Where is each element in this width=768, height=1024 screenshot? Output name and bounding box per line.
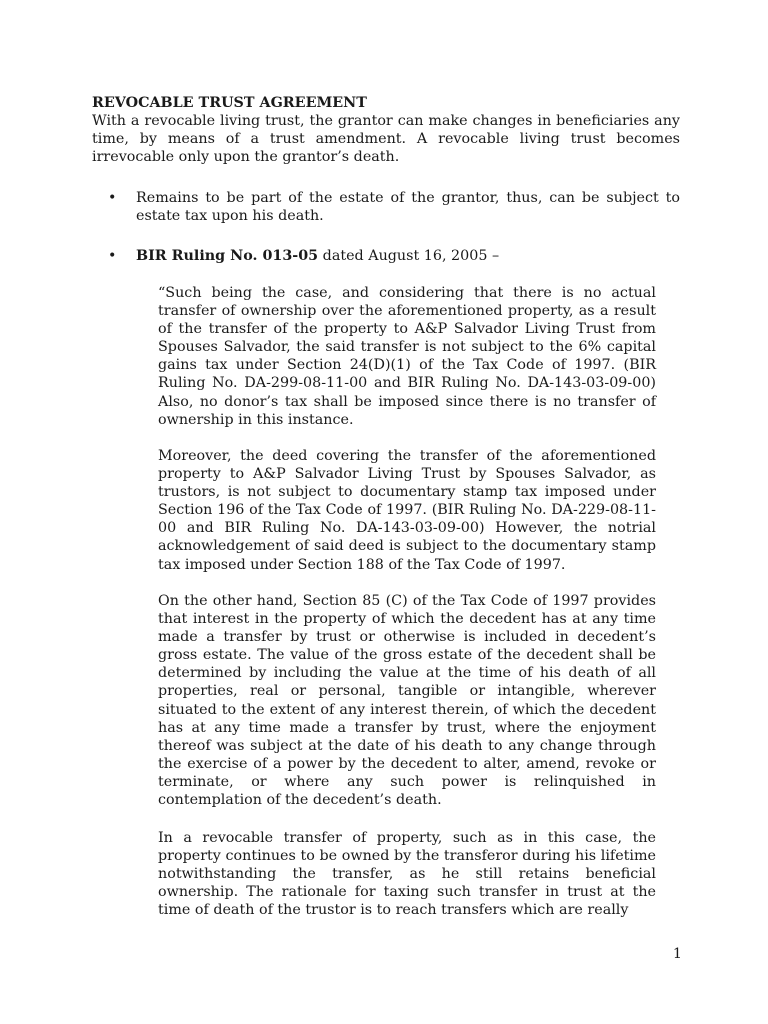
quote-paragraph: Moreover, the deed covering the transfer of the aforementioned property to A&P Salvador Living Trust by Spouses Salvador, as trustors, is not subject to documentary stamp tax imposed under Section 196 of the Tax Code of 1997. (BIR Ruling No. DA-229-08-11-00 and BIR Ruling No. DA-143-03-09-00) However, the notrial acknowledgement of said deed is subject to the documentary stamp tax imposed under Section 188 of the Tax Code of 1997. [158,448,656,573]
ruling-label: BIR Ruling No. 013-05 [136,248,319,264]
quote-paragraph: On the other hand, Section 85 (C) of the Tax Code of 1997 provides that interest in the property of which the decedent has at any time made a transfer by trust or otherwise is included in decedent’s gross estate. The value of the gross estate of the decedent shall be determined by including the value at the time of his death of all properties, real or personal, tangible or intangible, wherever situated to the extent of any interest therein, of which the decedent has at any time made a transfer by trust, where the enjoyment thereof was subject at the date of his death to any change through the exercise of a power by the decedent to alter, amend, revoke or terminate, or where any such power is relinquished in contemplation of the decedent’s death. [158,593,656,809]
ruling-date: dated August 16, 2005 – [318,248,500,264]
page-number: 1 [672,946,682,962]
bullet-text [136,247,680,265]
quote-paragraph: In a revocable transfer of property, such as in this case, the property continues to be owned by the transferor during his lifetime notwithstanding the transfer, as he still retains beneficial ownership. The rationale for taxing such transfer in trust at the time of death of the trustor is to reach transfers which are really [158,830,656,919]
bullet-marker: • [108,190,117,206]
section-heading: REVOCABLE TRUST AGREEMENT [92,95,367,111]
bullet-marker: • [108,248,117,264]
quote-paragraph: “Such being the case, and considering that there is no actual transfer of ownership over the aforementioned property, as a result of the transfer of the property to A&P Salvador Living Trust from Spouses Salvador, the said transfer is not subject to the 6% capital gains tax under Section 24(D)(1) of the Tax Code of 1997. (BIR Ruling No. DA-299-08-11-00 and BIR Ruling No. DA-143-03-09-00) Also, no donor’s tax shall be imposed since there is no transfer of ownership in this instance. [158,285,656,428]
intro-paragraph: With a revocable living trust, the grantor can make changes in beneficiaries any time, by means of a trust amendment. A revocable living trust becomes irrevocable only upon the grantor’s death. [92,113,680,166]
bullet-text: Remains to be part of the estate of the grantor, thus, can be subject to estate tax upon his death. [136,190,680,225]
